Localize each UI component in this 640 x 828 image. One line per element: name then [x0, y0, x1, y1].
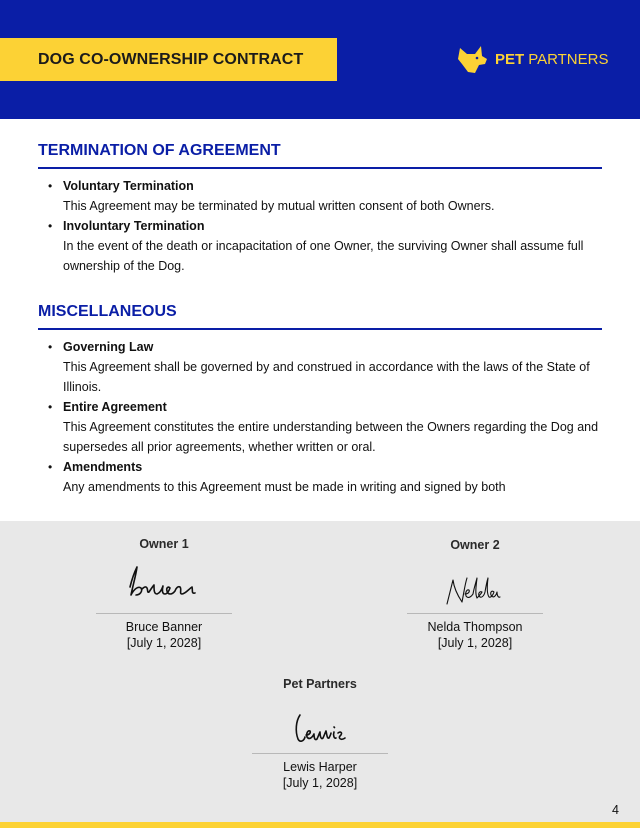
header-banner	[0, 0, 640, 119]
signature-block-owner-2	[407, 538, 543, 651]
misc-list	[38, 337, 602, 497]
signature-bruce	[96, 551, 232, 613]
section-title-termination: TERMINATION OF AGREEMENT	[38, 142, 281, 159]
signature-date: [July 1, 2028]	[126, 636, 202, 650]
signature-block-owner-1	[96, 537, 232, 651]
brand-name-bold: PET	[495, 50, 525, 68]
item-text: In the event of the death or incapacitation of one Owner, the surviving Owner shall assume full ownership of the Dog.	[63, 239, 584, 273]
page-number: 4	[612, 803, 619, 817]
termination-list	[38, 176, 602, 276]
brand-name-light: PARTNERS	[528, 50, 609, 68]
list-item	[38, 176, 602, 216]
section-divider	[38, 167, 602, 169]
signer-name: Lewis Harper	[283, 760, 357, 774]
list-item	[38, 337, 602, 397]
footer-bar	[0, 822, 640, 828]
signer-role: Owner 1	[139, 537, 189, 551]
item-text: Any amendments to this Agreement must be made in writing and signed by both	[63, 480, 506, 494]
item-text: This Agreement may be terminated by mutual written consent of both Owners.	[63, 199, 495, 213]
section-divider	[38, 328, 602, 330]
signature-date: [July 1, 2028]	[282, 776, 358, 790]
signature-line	[96, 613, 232, 614]
item-heading: • Governing Law	[63, 340, 154, 354]
signature-block-pet-partners	[252, 677, 388, 791]
dog-head-icon	[455, 42, 489, 76]
signature-panel	[0, 521, 640, 822]
signature-line	[252, 753, 388, 754]
document-title: DOG CO-OWNERSHIP CONTRACT	[38, 50, 304, 68]
list-item	[38, 397, 602, 457]
signature-lewis	[252, 691, 388, 753]
signer-role: Pet Partners	[283, 677, 357, 691]
item-text: This Agreement constitutes the entire understanding between the Owners regarding the Dog and supersedes all prior agreements, whether written or oral.	[63, 420, 599, 454]
title-band	[0, 38, 337, 81]
section-title-misc: MISCELLANEOUS	[38, 303, 177, 320]
signature-date: [July 1, 2028]	[437, 636, 513, 650]
signature-nelda	[407, 552, 543, 613]
item-heading: • Involuntary Termination	[63, 219, 205, 233]
signer-role: Owner 2	[450, 538, 500, 552]
list-item	[38, 216, 602, 276]
item-heading: • Entire Agreement	[63, 400, 167, 414]
item-heading: • Amendments	[63, 460, 143, 474]
item-heading: • Voluntary Termination	[63, 179, 194, 193]
list-item	[38, 457, 602, 497]
signer-name: Bruce Banner	[125, 620, 203, 634]
signature-line	[407, 613, 543, 614]
item-text: This Agreement shall be governed by and construed in accordance with the laws of the State of Illinois.	[63, 360, 590, 394]
signer-name: Nelda Thompson	[427, 620, 523, 634]
brand-logo	[455, 42, 608, 76]
